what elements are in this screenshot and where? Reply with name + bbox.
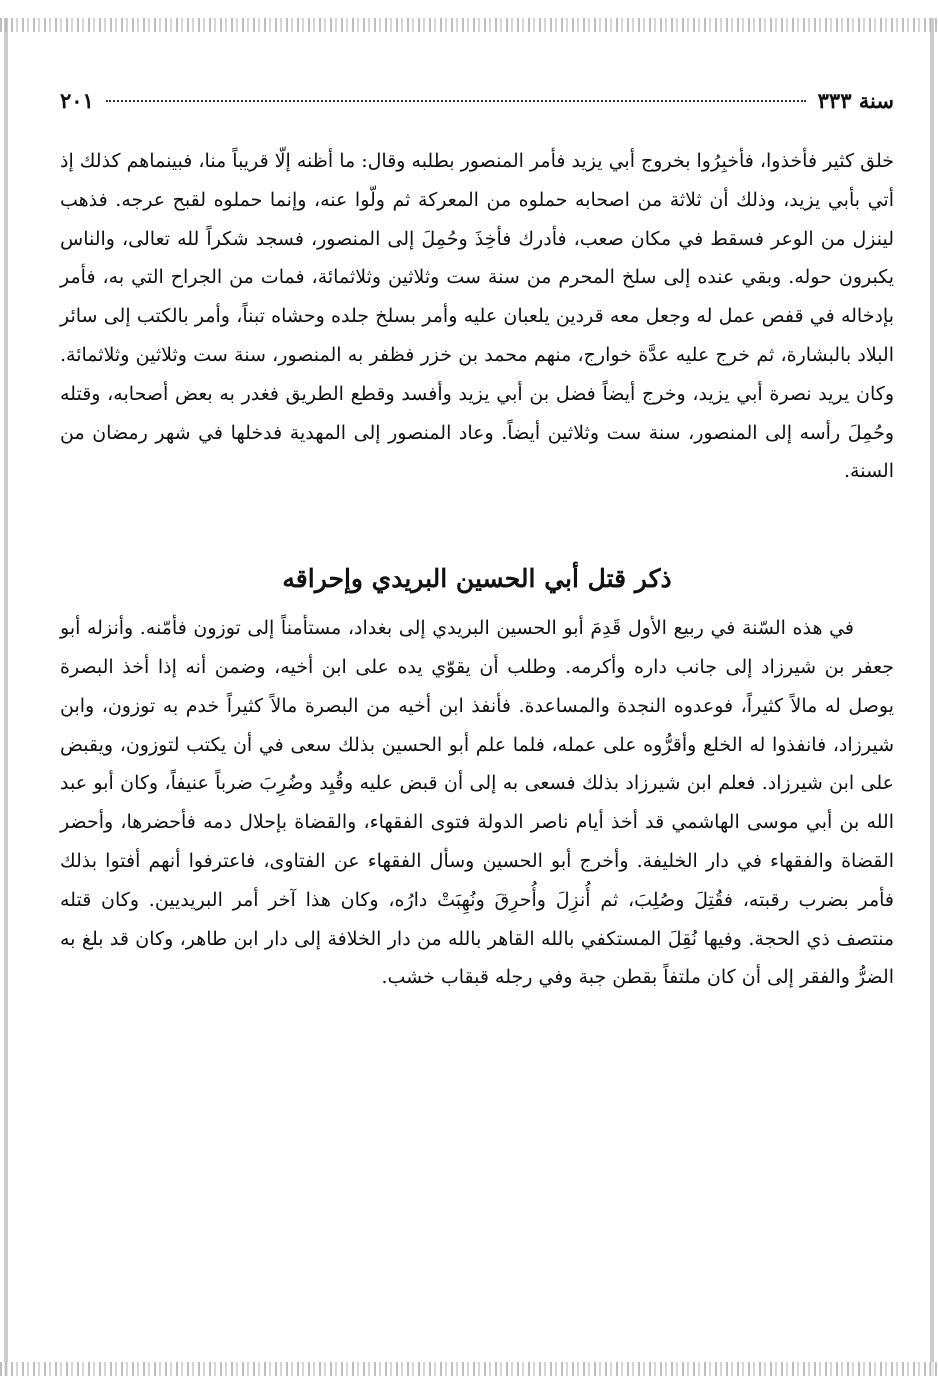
running-header [60, 88, 894, 134]
paragraph-1: خلق كثير فأخذوا، فأخبِرُوا بخروج أبي يزيد فأمر المنصور بطلبه وقال: ما أظنه إلّا قريباً منا، فبينماهم كذلك إذ أتي بأبي يزيد، وذلك أن ثلاثة من اصحابه حملوه من المعركة ثم ولّوا عنه، وإنما حملوه لقبح عرجه. فذهب لينزل من الوعر فسقط في مكان صعب، فأدرك فأخِذَ وحُمِلَ إلى المنصور، فسجد شكراً لله تعالى، والناس يكبرون حوله. وبقي عنده إلى سلخ المحرم من سنة ست وثلاثين وثلاثمائة، فمات من الجراح التي به، فأمر بإدخاله في قفص عمل له وجعل معه قردين يلعبان عليه وأمر بسلخ جلده وحشاه تبناً، وأمر بالكتب إلى سائر البلاد بالبشارة، ثم خرج عليه عدَّة خوارج، منهم محمد بن خزر فظفر به المنصور، سنة ست وثلاثين وثلاثمائة. وكان يريد نصرة أبي يزيد، وخرج أيضاً فضل بن أبي يزيد وأفسد وقطع الطريق فغدر به بعض أصحابه، وقتله وحُمِلَ رأسه إلى المنصور، سنة ست وثلاثين أيضاً. وعاد المنصور إلى المهدية فدخلها في شهر رمضان من السنة. [60, 150, 894, 483]
page-border-left [4, 18, 8, 1376]
section-heading: ذكر قتل أبي الحسين البريدي وإحراقه [282, 564, 672, 594]
paragraph-2: في هذه السّنة في ربيع الأول قَدِمَ أبو الحسين البريدي إلى بغداد، مستأمناً إلى توزون فأمّنه. وأنزله أبو جعفر بن شيرزاد إلى جانب داره وأكرمه. وطلب أن يقوّي يده على ابن أخيه، وضمن أنه إذا أخذ البصرة يوصل له مالاً كثيراً، فوعدوه النجدة والمساعدة. فأنفذ ابن أخيه من البصرة مالاً كثيراً خدم به توزون، وابن شيرزاد، فانفذوا له الخلع وأقرُّوه على عمله، فلما علم أبو الحسين بذلك سعى في أن يكتب لتوزون، ويقبض على ابن شيرزاد. فعلم ابن شيرزاد بذلك فسعى به إلى أن قبض عليه وقُيِد وضُرِبَ ضرباً عنيفاً، وكان أبو عبد الله بن أبي موسى الهاشمي قد أخذ أيام ناصر الدولة فتوى الفقهاء، والقضاة بإحلال دمه فأحضرها، وأحضر القضاة والفقهاء في دار الخليفة. وأخرج أبو الحسين وسأل الفقهاء عن الفتاوى، فاعترفوا أنهم أفتوا بذلك فأمر بضرب رقبته، فقُتِلَ وصُلِبَ، ثم أُنزِلَ وأُحرِقَ ونُهِبَتْ دارُه، وكان هذا آخر أمر البريديين. وكان قتله منتصف ذي الحجة. وفيها نُقِلَ المستكفي بالله القاهر بالله من دار الخلافة إلى دار ابن طاهر، وكان قد بلغ به الضرُّ والفقر إلى أن كان ملتفاً بقطن جبة وفي رجله قبقاب خشب. [60, 617, 894, 989]
page-border-right [930, 18, 934, 1376]
header-dotted-leader [106, 100, 806, 102]
book-page [60, 88, 894, 997]
header-year: سنة ٣٣٣ [817, 88, 894, 113]
page-border-top [0, 18, 939, 32]
page-border-bottom [0, 1362, 939, 1376]
page-number: ٢٠١ [60, 88, 94, 113]
